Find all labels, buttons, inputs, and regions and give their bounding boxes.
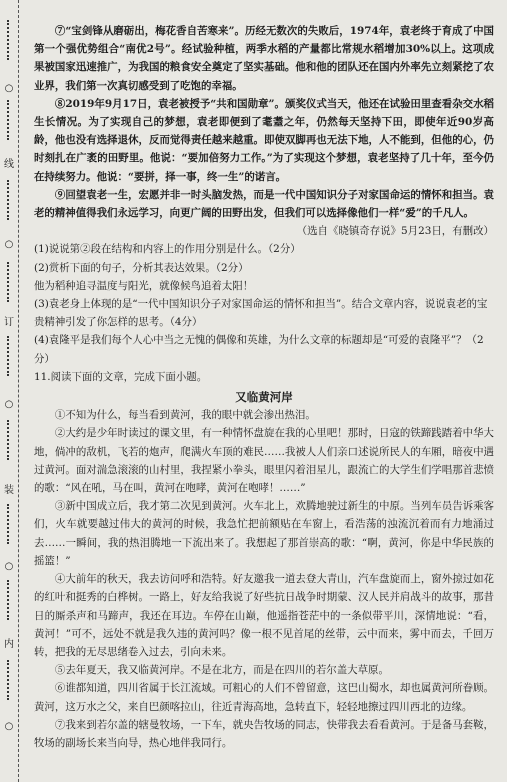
question-4: (4)袁隆平是我们每个人心中当之无愧的偶像和英雄，为什么文章的标题却是“可爱的袁隆平”？（2分） bbox=[34, 334, 484, 365]
article-title: 又临黄河岸 bbox=[235, 390, 293, 405]
binding-circle: ○ bbox=[4, 83, 14, 94]
binding-circle: ○ bbox=[4, 561, 14, 572]
article-paragraph-2: ②大约是少年时读过的课文里，有一种情怀盘旋在我的心里吧！那时，日寇的铁蹄践踏着中华大地，倘冲的敌机，飞若的炮声，爬满火车顶的难民……我被人人们亲口述说所民人的车厢，暗夜中遇过黄河。面对湍急滚滚的山村里，我捏紧小拳头，眼里闪着泪星儿，跟流亡的大学生们学唱那首悲愤的歌：“风在吼，马在叫，黄河在咆哮，黄河在咆哮！……” bbox=[34, 427, 494, 495]
binding-circle: ○ bbox=[4, 399, 14, 410]
question-11: 11.阅读下面的文章，完成下面小题。 bbox=[34, 370, 208, 383]
article-paragraph-4: ④大前年的秋天，我去访问呼和浩特。好友邀我一道去登大青山，汽车盘旋而上，窗外掠过如花的红叶和挺秀的白桦树。一路上，好友给我说了好些抗日战争时期蒙、汉人民并肩战斗的故事，那昔日的厮杀声和马蹄声，我还在耳边。车停在山巅，他遥指苍茫中的一条似带平川，深情地说：“看，黄河！”可不，远处不就是我久违的黄河吗？像一根不见首尾的丝带，云中而来，雾中而去，千回万转，把我的无尽思绪卷入过去，引向未来。 bbox=[34, 573, 494, 658]
article-paragraph-5: ⑤去年夏天，我又临黄河岸。不是在北方，而是在四川的若尔盖大草原。 bbox=[54, 664, 389, 677]
binding-dots bbox=[7, 336, 13, 376]
binding-label-inside: 内 bbox=[4, 639, 14, 650]
binding-dots bbox=[7, 580, 13, 620]
binding-dots bbox=[7, 20, 13, 60]
binding-label-line: 线 bbox=[4, 159, 14, 170]
article-paragraph-3: ③新中国成立后，我才第二次见到黄河。火车北上，欢腾地驶过新生的中原。当列车员告诉乘客们，火车就要越过伟大的黄河的时候，我急忙把前额贴在车窗上，看浩荡的浊流沉着而有力地涌过去……一瞬间，我的热泪腾地一下流出来了。我想起了那首崇高的歌：“啊，黄河，你是中华民族的摇篮！” bbox=[34, 500, 494, 567]
binding-dots bbox=[7, 504, 13, 544]
paragraph-9: ⑨回望袁老一生，宏愿并非一时头脑发热，而是一代中国知识分子对家国命运的情怀和担当。袁老的精神值得我们永远学习，向更广阔的田野出发，但我们可以选择像他们一样“爱”的千凡人。 bbox=[34, 188, 494, 220]
article-paragraph-6: ⑥谁都知道，四川省属于长江流域。可粗心的人们不曾留意，这巴山蜀水，却也属黄河所眷顾。黄河，这万水之父，来自巴颜喀拉山，往近青海高地，急转直下，轻轻地擦过四川西北的边缘。 bbox=[34, 682, 494, 713]
source-note: （选自《晓镇奇存说》5月23日，有删改） bbox=[296, 225, 494, 238]
question-3: (3)袁老身上体现的是“一代中国知识分子对家国命运的情怀和担当”。结合文章内容，说说袁老的宝贵精神引发了你怎样的思考。（4分） bbox=[34, 298, 488, 329]
page-content bbox=[34, 22, 494, 752]
paragraph-7: ⑦“宝剑锋从磨砺出，梅花香自苦寒来”。历经无数次的失败后，1974年，袁老终于育成了中国第一个强优势组合“南优2号”。经试验种植，两季水稻的产量都比常规水稻增加30%以上。这项成果被国家迅速推广，为我国的粮食安全奠定了坚实基础。他和他的团队还在国内外率先立刻紧挖了农业界，我们第一次真切感受到了吃饱的幸福。 bbox=[34, 25, 494, 92]
binding-margin bbox=[0, 0, 19, 782]
article-paragraph-7: ⑦我来到若尔盖的辖曼牧场，一下车，就央告牧场的同志，快带我去看看黄河。于是备马套鞍，牧场的副场长来当向导，热心地伴我同行。 bbox=[34, 718, 494, 749]
paragraph-8: ⑧2019年9月17日，袁老被授予“共和国勋章”。颁奖仪式当天，他还在试验田里查看杂交水稻生长情况。为了实现自己的梦想，袁老即便到了耄耋之年，仍然每天坚持下田，即使年近90岁高龄，他也没有选择退休，反而觉得责任越来越重。即使双脚再也无法下地，人不能到，但他的心，仍时刻扎在广袤的田野里。他说：“要加倍努力工作。”为了实现这个梦想，袁老坚持了几十年，至今仍在持续努力。他说：“要拼，择一事，终一生”的诺言。 bbox=[34, 97, 494, 183]
binding-label-order: 订 bbox=[4, 317, 14, 328]
binding-dots bbox=[7, 100, 13, 140]
binding-circle: ○ bbox=[4, 721, 14, 732]
binding-dots bbox=[7, 180, 13, 220]
question-2-quote: 他为稻种追寻温度与阳光，就像候鸟追着太阳！ bbox=[34, 279, 254, 292]
binding-dots bbox=[7, 420, 13, 460]
question-2: (2)赏析下面的句子，分析其表达效果。（2分） bbox=[34, 261, 249, 274]
question-1: (1)说说第②段在结构和内容上的作用分别是什么。（2分） bbox=[34, 243, 301, 256]
binding-circle: ○ bbox=[4, 239, 14, 250]
binding-dots bbox=[7, 262, 13, 302]
article-paragraph-1: ①不知为什么，每当看到黄河，我的眼中就会渗出热泪。 bbox=[54, 409, 316, 422]
binding-label-bind: 装 bbox=[4, 485, 14, 496]
binding-dots bbox=[7, 660, 13, 700]
